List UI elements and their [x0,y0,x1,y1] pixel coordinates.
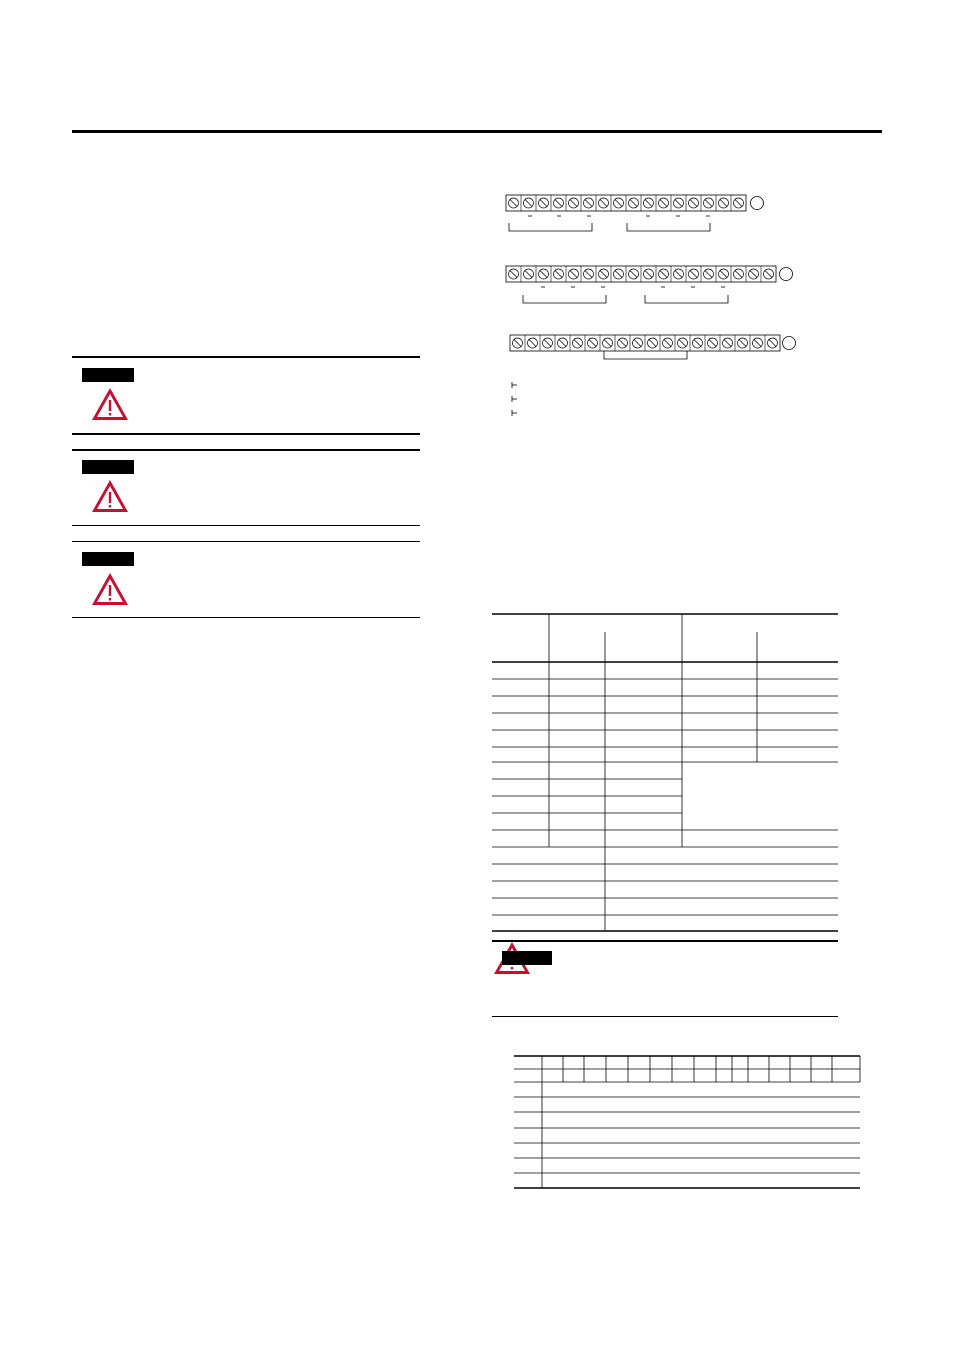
warning-rule-top [72,356,420,358]
warning-block-3 [72,541,420,619]
warning-rule-top [492,940,838,942]
bit-table [512,1052,862,1192]
bracket-2b [645,295,728,303]
warning-tag [82,368,134,382]
terminal-block-diagrams [496,185,816,425]
header-rule [72,130,882,133]
warning-rule-bottom [72,617,420,618]
warning-tag [502,951,552,965]
screw-terminal-icon [509,198,519,208]
warning-tag [82,552,134,566]
specification-table [490,610,840,940]
warning-rule-top [72,449,420,451]
ground-circle-icon [751,197,764,210]
bracket-2a [523,295,606,303]
warning-triangle-icon [90,386,130,422]
warning-rule-bottom [72,433,420,435]
bracket-1a [509,223,592,231]
warning-triangle-icon [90,571,130,607]
screw-terminal-icon [513,338,523,348]
terminal-block-2 [506,266,776,282]
warning-block-2 [72,449,420,527]
legend-ticks [512,382,517,416]
bracket-3 [604,351,687,359]
ground-circle-icon [783,337,796,350]
warning-tag [82,460,134,474]
warning-block-1 [72,356,420,436]
warning-rule-top [72,541,420,542]
terminal-block-1 [506,195,746,211]
warning-block-right [492,940,838,1020]
warning-rule-bottom [492,1016,838,1017]
bracket-1b [627,223,710,231]
screw-terminal-icon [509,269,519,279]
terminal-block-3 [510,335,780,351]
warning-rule-bottom [72,525,420,526]
ground-circle-icon [780,268,793,281]
warning-triangle-icon [90,478,130,514]
